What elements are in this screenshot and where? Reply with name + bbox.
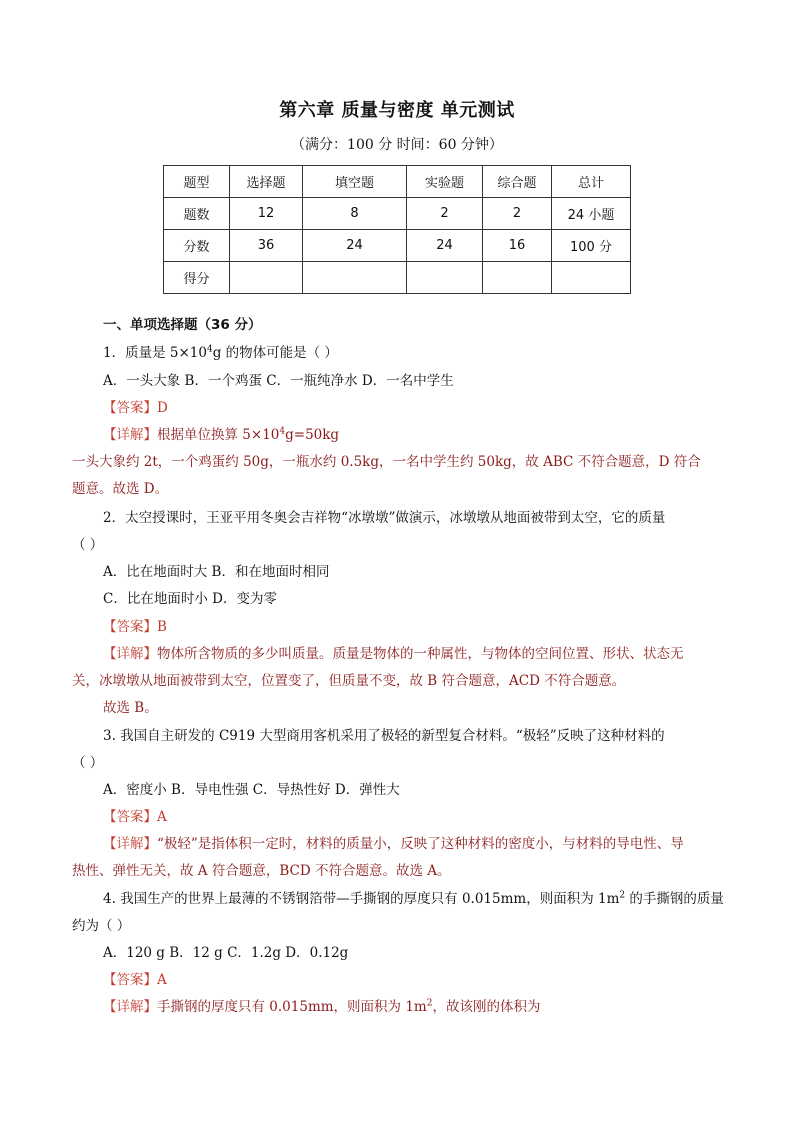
question-1-detail-line: 一头大象约 2t，一个鸡蛋约 50g，一瓶水约 0.5kg，一名中学生约 50kg，故 ABC 不符合题意，D 符合 xyxy=(72,454,701,470)
question-3-answer: 【答案】A xyxy=(103,809,167,825)
question-4-stem: 4. 我国生产的世界上最薄的不锈钢箔带—手撕钢的厚度只有 0.015mm，则面积为 $1m^2$ 的手撕钢的质量 xyxy=(103,890,724,907)
score-table-cell: 2 xyxy=(407,198,483,230)
question-4-detail: 【详解】手撕钢的厚度只有 0.015mm，则面积为 $1m^2$，故该刚的体积为 xyxy=(103,998,541,1015)
question-4-options: A．120 g B．12 g C．1.2g D．0.12g xyxy=(103,945,349,961)
question-1-options: A．一头大象 B．一个鸡蛋 C．一瓶纯净水 D．一名中学生 xyxy=(103,373,454,389)
score-table-cell[interactable] xyxy=(303,262,407,294)
question-2-stem: 2．太空授课时，王亚平用冬奥会吉祥物“冰墩墩”做演示，冰墩墩从地面被带到太空，它的质量 xyxy=(103,510,666,526)
question-2-answer: 【答案】B xyxy=(103,619,167,635)
section-heading: 一、单项选择题（36 分） xyxy=(103,317,262,333)
question-3-options: A．密度小 B．导电性强 C．导热性好 D．弹性大 xyxy=(103,782,400,798)
score-table-cell: 24 小题 xyxy=(552,198,631,230)
score-table-cell: 题数 xyxy=(164,198,230,230)
score-table-cell: 2 xyxy=(483,198,552,230)
question-2-detail-line: 故选 B。 xyxy=(103,700,158,716)
question-1-stem: 1．质量是 $5\times 10^4g$ 的物体可能是（ ） xyxy=(103,344,338,361)
question-3-detail: 【详解】“极轻”是指体积一定时，材料的质量小，反映了这种材料的密度小，与材料的导电性、导 xyxy=(103,836,684,852)
score-table-row xyxy=(164,166,631,198)
question-2-options: A．比在地面时大 B．和在地面时相同 xyxy=(103,564,330,580)
score-table-row xyxy=(164,198,631,230)
score-table-cell: 36 xyxy=(230,230,303,262)
score-table-cell: 得分 xyxy=(164,262,230,294)
score-table-cell: 100 分 xyxy=(552,230,631,262)
question-1-answer: 【答案】D xyxy=(103,400,168,416)
score-table-cell: 12 xyxy=(230,198,303,230)
question-4-answer: 【答案】A xyxy=(103,972,167,988)
question-2-options: C．比在地面时小 D．变为零 xyxy=(103,591,277,607)
score-table-cell: 选择题 xyxy=(230,166,303,198)
score-table-row xyxy=(164,230,631,262)
score-table-cell[interactable] xyxy=(407,262,483,294)
score-table-cell: 填空题 xyxy=(303,166,407,198)
question-3-stem-line: （ ） xyxy=(72,755,104,771)
score-table-cell: 16 xyxy=(483,230,552,262)
score-table-cell: 分数 xyxy=(164,230,230,262)
score-table-cell: 总计 xyxy=(552,166,631,198)
question-2-detail-line: 关，冰墩墩从地面被带到太空，位置变了，但质量不变，故 B 符合题意，ACD 不符合题意。 xyxy=(72,673,626,689)
question-1-detail-line: 题意。故选 D。 xyxy=(72,481,169,497)
question-3-stem: 3. 我国自主研发的 C919 大型商用客机采用了极轻的新型复合材料。“极轻”反映了这种材料的 xyxy=(103,728,665,744)
exam-info: （满分：100 分 时间：60 分钟） xyxy=(291,137,503,153)
question-2-stem-line: （ ） xyxy=(72,537,104,553)
question-3-detail-line: 热性、弹性无关，故 A 符合题意，BCD 不符合题意。故选 A。 xyxy=(72,863,451,879)
question-1-detail: 【详解】根据单位换算 $5\times 10^4g=50kg$ xyxy=(103,426,340,443)
score-table-cell[interactable] xyxy=(552,262,631,294)
score-table-cell: 24 xyxy=(407,230,483,262)
score-table-cell: 24 xyxy=(303,230,407,262)
page-title: 第六章 质量与密度 单元测试 xyxy=(279,100,515,121)
score-table-cell: 实验题 xyxy=(407,166,483,198)
score-table-cell[interactable] xyxy=(230,262,303,294)
score-table-row xyxy=(164,262,631,294)
score-table-cell: 题型 xyxy=(164,166,230,198)
score-table-cell: 8 xyxy=(303,198,407,230)
score-table-cell[interactable] xyxy=(483,262,552,294)
score-table xyxy=(163,165,631,294)
question-4-stem-line: 约为（ ） xyxy=(72,918,131,934)
score-table-cell: 综合题 xyxy=(483,166,552,198)
question-2-detail: 【详解】物体所含物质的多少叫质量。质量是物体的一种属性，与物体的空间位置、形状、状态无 xyxy=(103,646,684,662)
